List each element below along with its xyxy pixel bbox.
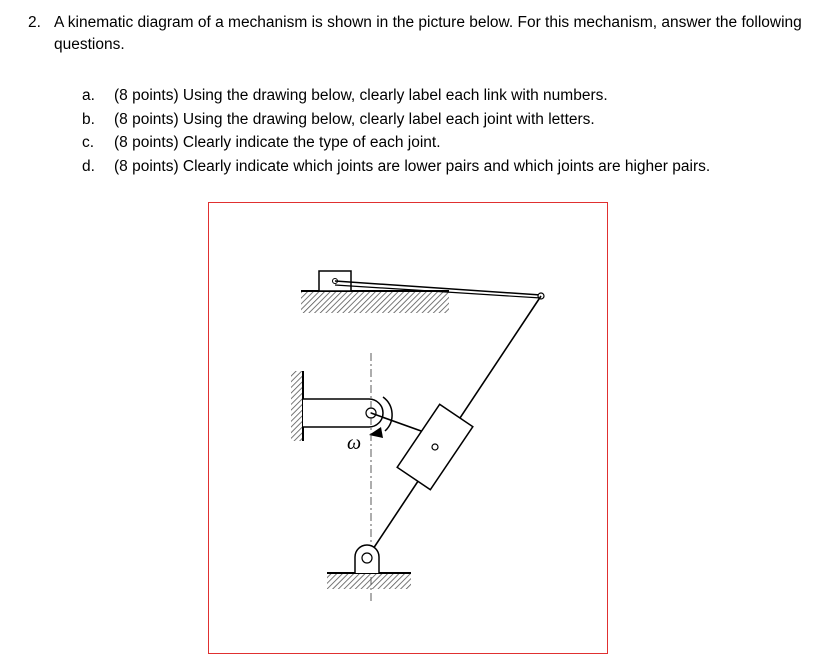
sub-question-d <box>82 155 710 179</box>
mechanism-figure <box>208 202 608 654</box>
sub-question-list <box>82 84 710 178</box>
top-ground-hatch <box>301 291 449 313</box>
omega-label: ω <box>347 432 362 454</box>
bottom-ground-hatch <box>327 573 411 589</box>
sub-question-letter: a. <box>82 87 95 104</box>
sub-question-c <box>82 131 710 155</box>
sub-question-a <box>82 84 710 108</box>
sub-question-text: (8 points) Using the drawing below, clearly label each joint with letters. <box>114 110 595 128</box>
question-2 <box>28 12 808 56</box>
kinematic-diagram <box>209 203 609 655</box>
question-number: 2. <box>28 14 41 31</box>
rotation-arc <box>383 397 392 431</box>
sub-question-letter: d. <box>82 157 95 175</box>
sub-question-letter: c. <box>82 134 95 151</box>
question-text: A kinematic diagram of a mechanism is shown in the picture below. For this mechanism, answer the following questions. <box>54 14 802 53</box>
bottom-pivot-pin <box>362 553 372 563</box>
sub-question-text: (8 points) Clearly indicate which joints are lower pairs and which joints are higher pairs. <box>114 157 711 175</box>
sub-question-letter: b. <box>82 110 95 128</box>
slider-pin <box>432 444 438 450</box>
sub-question-text: (8 points) Clearly indicate the type of each joint. <box>114 134 441 151</box>
sub-question-b <box>82 108 710 132</box>
left-wall-hatch <box>291 371 303 441</box>
sub-question-text: (8 points) Using the drawing below, clearly label each link with numbers. <box>114 87 608 104</box>
